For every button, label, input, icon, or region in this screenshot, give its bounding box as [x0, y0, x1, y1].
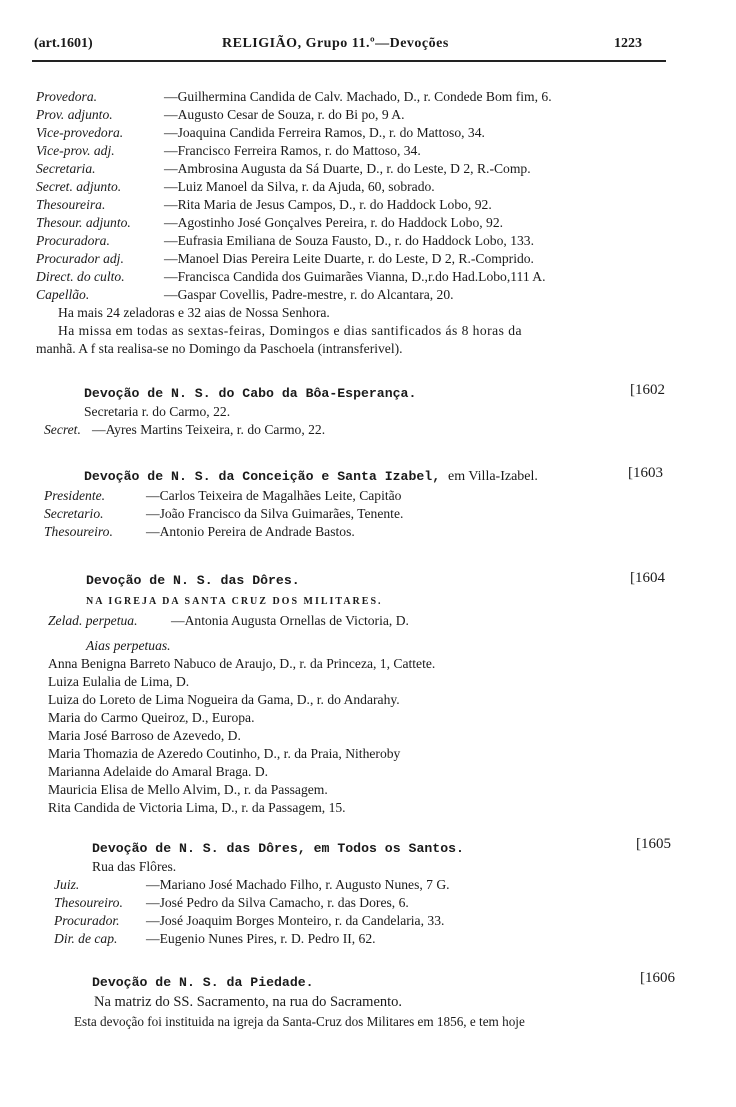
list-item: Luiza Eulalia de Lima, D. — [48, 674, 190, 689]
officer-title: Prov. adjunto. — [36, 107, 113, 122]
officer-name: —Luiz Manoel da Silva, r. da Ajuda, 60, sobrado. — [164, 179, 435, 194]
section-number-1604: [1604 — [630, 570, 665, 586]
list-item: Marianna Adelaide do Amaral Braga. D. — [48, 764, 269, 779]
list-item: Luiza do Loreto de Lima Nogueira da Gama, D., r. do Andarahy. — [48, 692, 400, 707]
officer-title: Dir. de cap. — [54, 931, 118, 946]
officer-row — [48, 612, 409, 630]
officer-row — [36, 214, 503, 232]
section-line: Esta devoção foi instituida na igreja da Santa-Cruz dos Militares em 1856, e tem hoje — [74, 1014, 525, 1029]
section-title-1606: Devoção de N. S. da Piedade. — [92, 975, 314, 990]
officer-name: —José Pedro da Silva Camacho, r. das Dores, 6. — [146, 895, 409, 910]
section-number-1602: [1602 — [630, 382, 665, 398]
officer-title: Thesoureiro. — [44, 524, 113, 539]
section-title-1604: Devoção de N. S. das Dôres. — [86, 573, 300, 588]
officer-title: Zelad. perpetua. — [48, 613, 138, 628]
section-line: Secretaria r. do Carmo, 22. — [84, 404, 231, 419]
list-item: Rita Candida de Victoria Lima, D., r. da Passagem, 15. — [48, 800, 346, 815]
list-item: Maria Thomazia de Azeredo Coutinho, D., r. da Praia, Nitheroby — [48, 746, 401, 761]
section-number-1603: [1603 — [628, 465, 663, 481]
officer-row — [54, 930, 376, 948]
page-title: RELIGIÃO, Grupo 11.º—Devoções — [222, 36, 449, 51]
officer-name: —Ayres Martins Teixeira, r. do Carmo, 22. — [92, 422, 326, 437]
officer-row — [36, 88, 552, 106]
officer-name: —Francisco Ferreira Ramos, r. do Mattoso, 34. — [164, 143, 421, 158]
section-title-1603 — [84, 468, 538, 486]
officer-row — [36, 232, 534, 250]
officer-name: —Rita Maria de Jesus Campos, D., r. do Haddock Lobo, 92. — [164, 197, 492, 212]
section-subtitle: NA IGREJA DA SANTA CRUZ DOS MILITARES. — [86, 596, 383, 607]
officer-name: —Mariano José Machado Filho, r. Augusto Nunes, 7 G. — [146, 877, 450, 892]
officer-title: Vice-provedora. — [36, 125, 124, 140]
officer-row — [36, 124, 485, 142]
officer-row — [36, 268, 546, 286]
officer-title: Direct. do culto. — [36, 269, 125, 284]
officer-row — [36, 196, 492, 214]
officer-row — [36, 106, 405, 124]
officer-title: Secretario. — [44, 506, 104, 521]
officer-name: —Eufrasia Emiliana de Souza Fausto, D., r. do Haddock Lobo, 133. — [164, 233, 534, 248]
list-heading: Aias perpetuas. — [86, 638, 171, 653]
officer-row — [36, 142, 421, 160]
list-item: Mauricia Elisa de Mello Alvim, D., r. da Passagem. — [48, 782, 328, 797]
officer-title: Vice-prov. adj. — [36, 143, 115, 158]
officer-name: —João Francisco da Silva Guimarães, Tenente. — [146, 506, 404, 521]
officer-name: —Joaquina Candida Ferreira Ramos, D., r. do Mattoso, 34. — [164, 125, 485, 140]
section-title-tail: em Villa-Izabel. — [448, 469, 538, 484]
officer-name: —Francisca Candida dos Guimarães Vianna, D.,r.do Had.Lobo,111 A. — [164, 269, 546, 284]
officer-title: Juiz. — [54, 877, 80, 892]
note-line: Ha missa em todas as sextas-feiras, Domingos e dias santificados ás 8 horas da — [58, 323, 522, 338]
section-title-1602: Devoção de N. S. do Cabo da Bôa-Esperança. — [84, 386, 417, 401]
officer-name: —Augusto Cesar de Souza, r. do Bi po, 9 A. — [164, 107, 405, 122]
officer-name: —Antonio Pereira de Andrade Bastos. — [146, 524, 355, 539]
officer-row — [36, 250, 534, 268]
officer-title: Procuradora. — [36, 233, 110, 248]
officer-name: —José Joaquim Borges Monteiro, r. da Candelaria, 33. — [146, 913, 445, 928]
officer-title: Procurador. — [54, 913, 120, 928]
article-ref: (art.1601) — [34, 36, 93, 51]
header-rule — [32, 60, 666, 62]
note-line: manhã. A f sta realisa-se no Domingo da Paschoela (intransferivel). — [36, 341, 403, 356]
list-item: Maria do Carmo Queiroz, D., Europa. — [48, 710, 255, 725]
officer-row — [44, 505, 403, 523]
officer-name: —Manoel Dias Pereira Leite Duarte, r. do Leste, D 2, R.-Comprido. — [164, 251, 534, 266]
officer-row — [44, 523, 355, 541]
section-line: Na matriz do SS. Sacramento, na rua do Sacramento. — [94, 994, 403, 1010]
note-line: Ha mais 24 zeladoras e 32 aias de Nossa Senhora. — [58, 305, 330, 320]
officer-row — [36, 160, 531, 178]
officer-row — [44, 421, 325, 439]
officer-name: —Antonia Augusta Ornellas de Victoria, D. — [171, 613, 409, 628]
officer-name: —Carlos Teixeira de Magalhães Leite, Capitão — [146, 488, 402, 503]
officer-row — [36, 178, 435, 196]
officer-title: Thesour. adjunto. — [36, 215, 131, 230]
page-header — [34, 36, 654, 58]
page-number: 1223 — [614, 36, 642, 51]
officer-title: Procurador adj. — [36, 251, 124, 266]
officer-title: Secret. — [44, 422, 81, 437]
officer-name: —Guilhermina Candida de Calv. Machado, D., r. Condede Bom fim, 6. — [164, 89, 552, 104]
officer-name: —Gaspar Covellis, Padre-mestre, r. do Alcantara, 20. — [164, 287, 454, 302]
officer-row — [54, 876, 450, 894]
officer-row — [54, 894, 409, 912]
officer-title: Thesoureiro. — [54, 895, 123, 910]
section-line: Rua das Flôres. — [92, 859, 177, 874]
section-number-1606: [1606 — [640, 970, 675, 986]
section-title-1605: Devoção de N. S. das Dôres, em Todos os Santos. — [92, 841, 464, 856]
officer-title: Presidente. — [44, 488, 106, 503]
officer-title: Thesoureira. — [36, 197, 106, 212]
list-item: Anna Benigna Barreto Nabuco de Araujo, D., r. da Princeza, 1, Cattete. — [48, 656, 436, 671]
officer-name: —Ambrosina Augusta da Sá Duarte, D., r. do Leste, D 2, R.-Comp. — [164, 161, 531, 176]
officer-title: Provedora. — [36, 89, 98, 104]
officer-row — [54, 912, 444, 930]
section-title-text: Devoção de N. S. da Conceição e Santa Izabel, — [84, 469, 441, 484]
section-number-1605: [1605 — [636, 836, 671, 852]
officer-title: Secret. adjunto. — [36, 179, 122, 194]
list-item: Maria José Barroso de Azevedo, D. — [48, 728, 241, 743]
officer-name: —Eugenio Nunes Pires, r. D. Pedro II, 62. — [146, 931, 376, 946]
officer-name: —Agostinho José Gonçalves Pereira, r. do Haddock Lobo, 92. — [164, 215, 504, 230]
officer-title: Secretaria. — [36, 161, 96, 176]
officer-title: Capellão. — [36, 287, 90, 302]
officer-row — [44, 487, 401, 505]
officer-row — [36, 286, 454, 304]
